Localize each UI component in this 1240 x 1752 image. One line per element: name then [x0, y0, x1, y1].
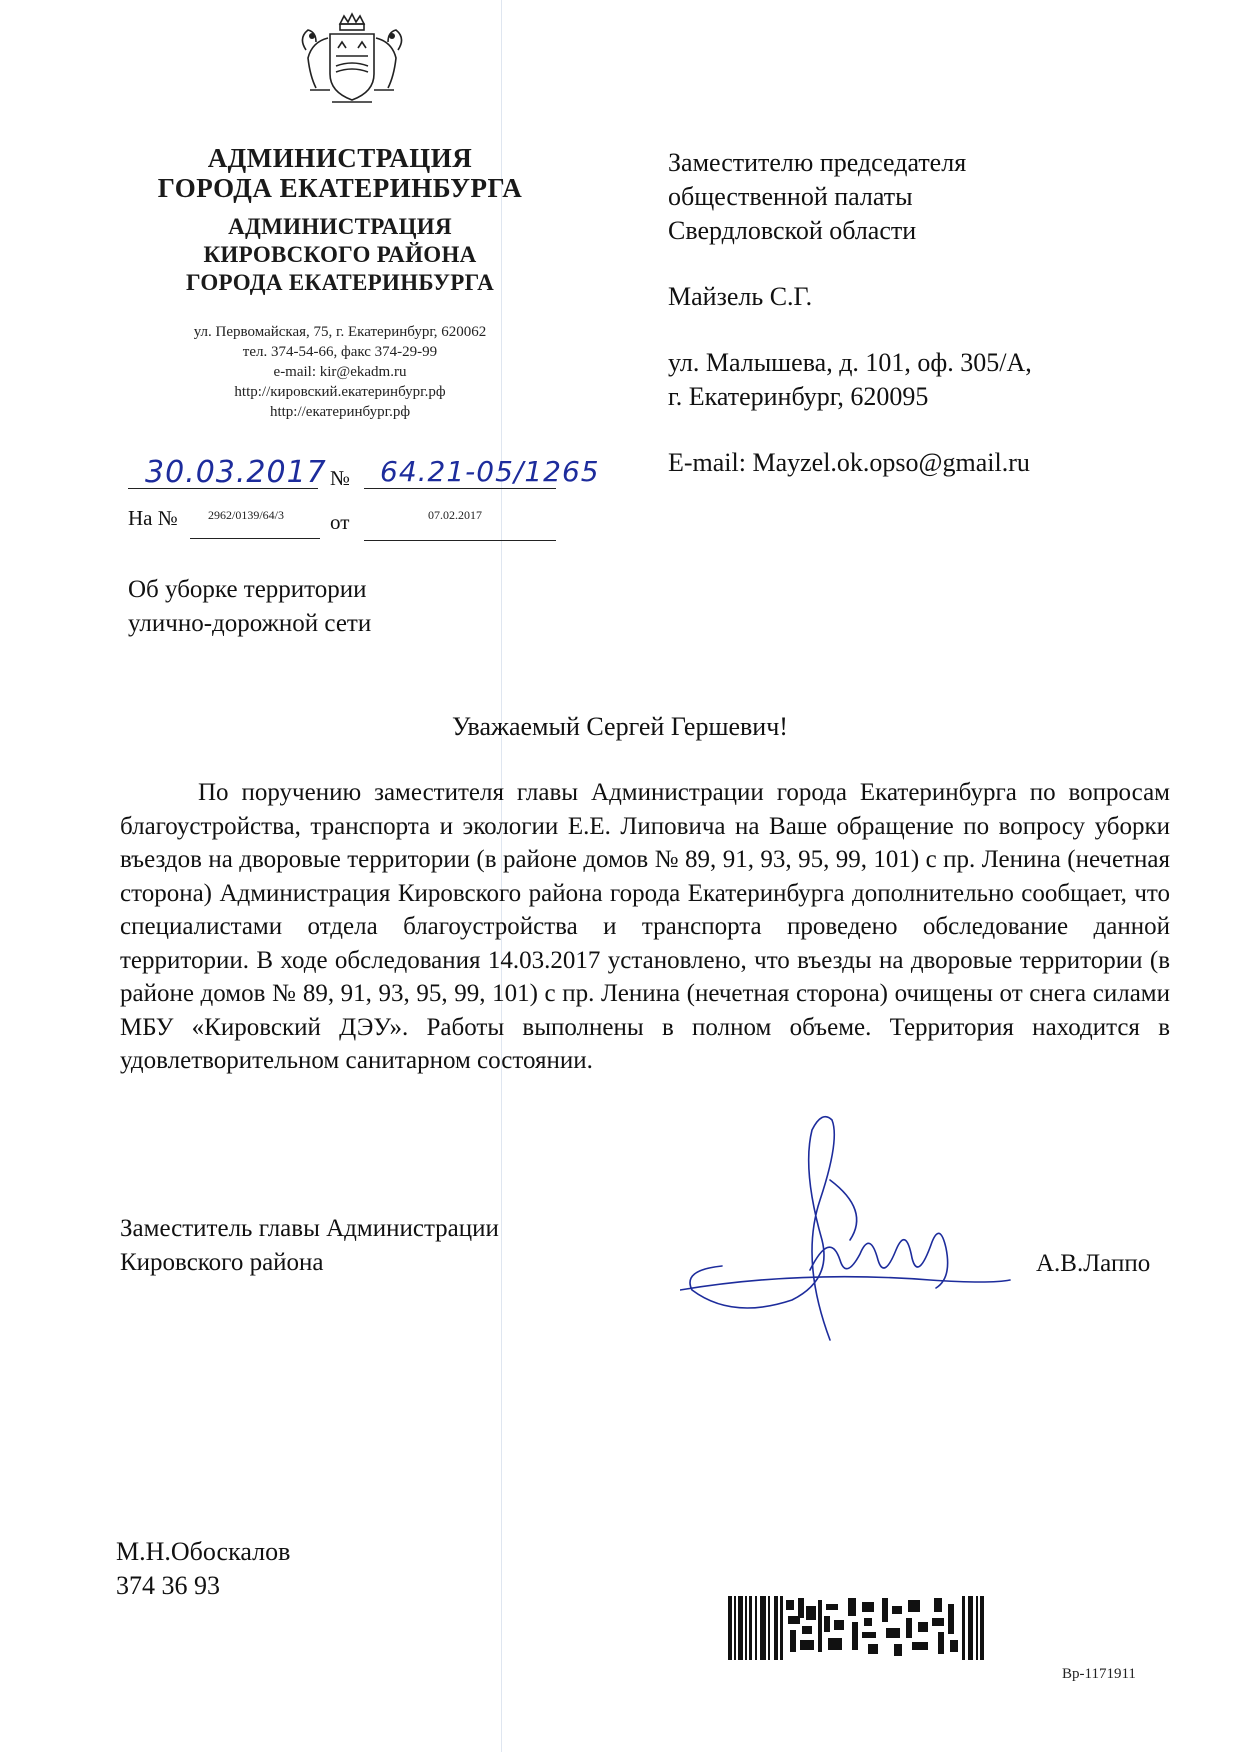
city-administration-title: АДМИНИСТРАЦИЯ ГОРОДА ЕКАТЕРИНБУРГА	[157, 143, 523, 203]
executor-info	[116, 1535, 290, 1603]
letter-subject: Об уборке территории улично-дорожной сети	[128, 576, 372, 637]
recipient-name: Майзель С.Г.	[668, 282, 813, 311]
signatory-position: Заместитель главы Администрации Кировского района	[120, 1215, 499, 1276]
executor-name: М.Н.Обоскалов	[116, 1537, 291, 1566]
number-underline	[364, 488, 556, 489]
document-barcode	[728, 1596, 984, 1660]
reply-number: 2962/0139/64/3	[208, 508, 285, 522]
greeting: Уважаемый Сергей Гершевич!	[452, 712, 788, 741]
recipient-email: E-mail: Mayzel.ok.opso@gmail.ru	[668, 448, 1030, 477]
recipient-address: ул. Малышева, д. 101, оф. 305/А, г. Екатеринбург, 620095	[668, 348, 1032, 411]
address-line: ул. Первомайская, 75, г. Екатеринбург, 620062	[193, 324, 487, 340]
signatory-name: А.В.Лаппо	[1036, 1250, 1151, 1277]
handwritten-signature	[680, 1100, 1030, 1350]
recipient-position: Заместителю председателя общественной палаты Свердловской области	[668, 148, 967, 245]
letter-body: По поручению заместителя главы Администрации города Екатеринбурга по вопросам благоустройства, транспорта и экологии Е.Е. Липовича на Ваше обращение по вопросу уборки въездов на дворовые территории (в районе домов № 89, 91, 93, 95, 99, 101) с пр. Ленина (нечетная сторона) Администрация Кировского района города Екатеринбурга дополнительно сообщает, что специалистами отдела благоустройства и транспорта проведено обследование данной территории. В ходе обследования 14.03.2017 установлено, что въезды на дворовые территории (в районе домов № 89, 91, 93, 95, 99, 101) с пр. Ленина (нечетная сторона) очищены от снега силами МБУ «Кировский ДЭУ». Работы выполнены в полном объеме. Территория находится в удовлетворительном санитарном состоянии.	[120, 779, 1170, 1074]
sender-contacts	[140, 322, 540, 422]
reply-number-underline	[190, 538, 320, 539]
number-label: №	[330, 466, 351, 490]
email-line: e-mail: kir@ekadm.ru	[273, 364, 407, 380]
website-line: http://кировский.екатеринбург.рф	[234, 384, 446, 400]
coat-of-arms-emblem	[292, 10, 412, 110]
date-underline	[128, 488, 318, 489]
reply-label: На №	[128, 506, 178, 530]
from-label: от	[330, 510, 350, 534]
reply-date-underline	[364, 540, 556, 541]
handwritten-number: 64.21-05/1265	[380, 455, 600, 488]
district-administration-title: АДМИНИСТРАЦИЯ КИРОВСКОГО РАЙОНА ГОРОДА ЕКАТЕРИНБУРГА	[186, 214, 494, 295]
handwritten-date: 30.03.2017	[145, 455, 327, 490]
website-line: http://екатеринбург.рф	[269, 404, 411, 420]
reply-date: 07.02.2017	[428, 508, 482, 522]
executor-phone: 374 36 93	[116, 1571, 220, 1600]
phone-line: тел. 374-54-66, факс 374-29-99	[242, 344, 438, 360]
registration-number: Вр-1171911	[1062, 1666, 1136, 1682]
